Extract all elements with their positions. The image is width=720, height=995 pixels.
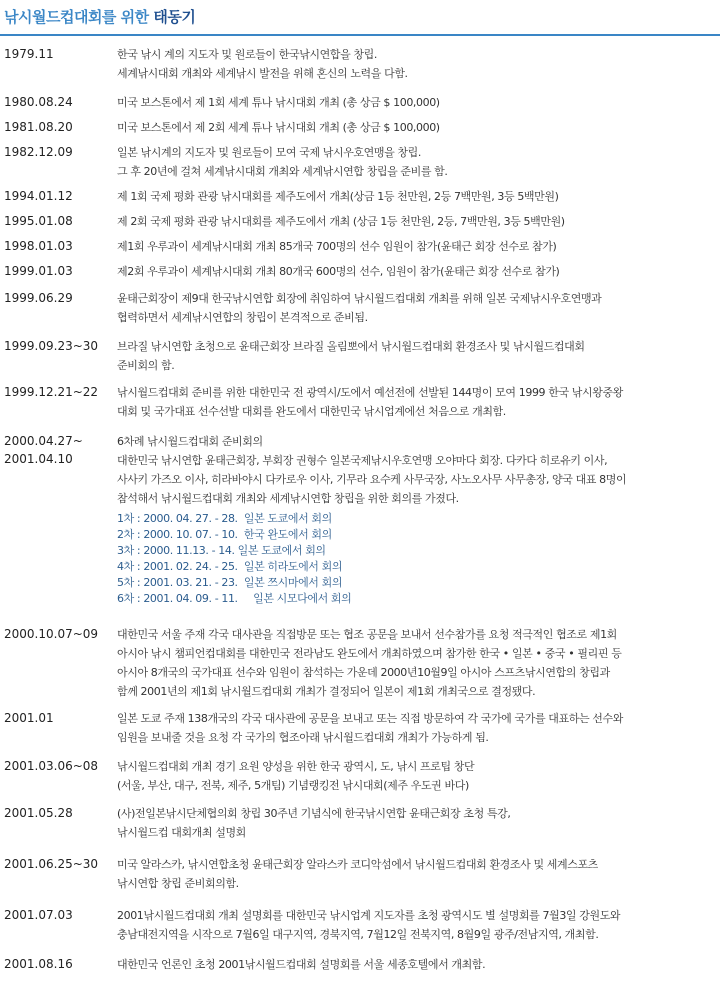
entry-description xyxy=(117,212,720,231)
description-line: 낚시월드컵 대회개최 설명회 xyxy=(117,826,246,839)
description-line: 충남대전지역을 시작으로 7월6일 대구지역, 경북지역, 7월12일 전북지역, 8월9일 광주/전남지역, 개최함. xyxy=(117,928,599,941)
description-line: 낚시월드컵대회 개최 경기 요원 양성을 위한 한국 광역시, 도, 낚시 프로팁 창단 xyxy=(117,760,475,773)
entry-description xyxy=(117,45,720,83)
entry-date: 2000.10.07~09 xyxy=(4,627,99,641)
title-divider xyxy=(0,34,720,36)
description-line: 한국 낚시 계의 지도자 및 원로들이 한국낚시연합을 창립. xyxy=(117,48,377,61)
entry-date: 1999.06.29 xyxy=(4,291,73,305)
entry-description xyxy=(117,143,720,181)
entry-date: 1999.09.23~30 xyxy=(4,339,99,353)
description-line: (서울, 부산, 대구, 전북, 제주, 5개팀) 기념랭킹전 낚시대회(제주 우도권 바다) xyxy=(117,779,469,792)
description-line: 대한민국 서울 주재 각국 대사관을 직접방문 또는 협조 공문을 보내서 선수참가를 요청 적극적인 협조로 제1회 xyxy=(117,628,617,641)
description-line: 아시아 낚시 챔피언컵대회를 대한민국 전라남도 완도에서 개최하였으며 참가한 한국 • 일본 • 중국 • 필리핀 등 xyxy=(117,647,622,660)
description-line: 대회 및 국가대표 선수선발 대회를 완도에서 대한민국 낚시업계에선 처음으로 개최함. xyxy=(117,405,506,418)
entry-date: 1999.01.03 xyxy=(4,264,73,278)
entry-description xyxy=(117,906,720,944)
description-line: 아시아 8개국의 국가대표 선수와 임원이 참석하는 가운데 2000년10월9일 아시아 스프츠낚시연합의 창립과 xyxy=(117,666,610,679)
entry-description xyxy=(117,709,720,747)
description-line: 일본 낚시계의 지도자 및 원로들이 모여 국제 낚시우호연맹을 창립. xyxy=(117,146,421,159)
description-line: 제2회 우루과이 세계낚시대회 개최 80개국 600명의 선수, 임원이 참가(윤태근 회장 선수로 참가) xyxy=(117,265,560,278)
entry-description xyxy=(117,955,720,974)
description-line: 함께 2001년의 제1회 낚시월드컵대회 개최가 결정되어 일본이 제1회 개최국으로 결정됐다. xyxy=(117,685,536,698)
entry-description xyxy=(117,383,720,421)
entry-date: 1999.12.21~22 xyxy=(4,385,99,399)
description-line: 제1회 우루과이 세계낚시대회 개최 85개국 700명의 선수 임원이 참가(윤태근 회장 선수로 참가) xyxy=(117,240,557,253)
entry-date: 1980.08.24 xyxy=(4,95,73,109)
meeting-item: 5차 : 2001. 03. 21. - 23. 일본 쯔시마에서 회의 xyxy=(117,576,343,589)
entry-description xyxy=(117,118,720,137)
entry-date: 1982.12.09 xyxy=(4,145,73,159)
description-line: 세계낚시대회 개최와 세계낚시 발전을 위해 혼신의 노력을 다함. xyxy=(117,67,408,80)
meeting-item: 1차 : 2000. 04. 27. - 28. 일본 도쿄에서 회의 xyxy=(117,512,332,525)
description-line: 2001낚시월드컵대회 개최 설명회를 대한민국 낚시업계 지도자를 초청 광역시도 별 설명회를 7월3일 강원도와 xyxy=(117,909,621,922)
description-line: 6차례 낚시월드컵대회 준비회의 xyxy=(117,435,263,448)
entry-description xyxy=(117,237,720,256)
entry-description xyxy=(117,289,720,327)
description-line: 낚시월드컵대회 준비를 위한 대한민국 전 광역시/도에서 예선전에 선발된 144명이 모여 1999 한국 낚시왕중왕 xyxy=(117,386,623,399)
meeting-item: 3차 : 2000. 11.13. - 14. 일본 도쿄에서 회의 xyxy=(117,544,326,557)
entry-description xyxy=(117,432,720,607)
entry-description xyxy=(117,757,720,795)
description-line: 대한민국 낚시연합 윤태근회장, 부회장 권형수 일본국제낚시우호연맹 오야마다 회장. 다카다 히로유키 이사, xyxy=(117,454,608,467)
description-line: 일본 도쿄 주재 138개국의 각국 대사관에 공문을 보내고 또는 직접 방문하여 각 국가에 국가를 대표하는 선수와 xyxy=(117,712,623,725)
page-title xyxy=(4,6,195,27)
entry-date: 2001.01 xyxy=(4,711,54,725)
description-line: 사사키 가즈오 이사, 히라바야시 다카로우 이사, 기무라 요수케 사무국장, 사노오사무 사무총장, 양국 대표 8명이 xyxy=(117,473,627,486)
entry-date: 2001.05.28 xyxy=(4,806,73,820)
description-line: 임원을 보내줄 것을 요청 각 국가의 협조아래 낚시월드컵대회 개최가 가능하게 됨. xyxy=(117,731,489,744)
entry-description xyxy=(117,804,720,842)
description-line: 준비회의 함. xyxy=(117,359,175,372)
description-line: 낚시연합 창립 준비회의함. xyxy=(117,877,239,890)
entry-description xyxy=(117,337,720,375)
page-title-accent: 태동기 xyxy=(153,8,196,26)
description-line: 참석해서 낚시월드컵대회 개최와 세계낚시연합 창립을 위한 회의를 가졌다. xyxy=(117,492,459,505)
meeting-item: 6차 : 2001. 04. 09. - 11. 일본 시모다에서 회의 xyxy=(117,592,352,605)
entry-description xyxy=(117,625,720,701)
entry-description xyxy=(117,187,720,206)
entry-date: 2000.04.27~ 2001.04.10 xyxy=(4,434,83,466)
meeting-item: 4차 : 2001. 02. 24. - 25. 일본 히라도에서 회의 xyxy=(117,560,343,573)
entry-date: 2001.08.16 xyxy=(4,957,73,971)
meeting-schedule xyxy=(117,511,720,607)
page-title-main: 낚시월드컵대회를 위한 xyxy=(4,8,149,26)
description-line: 미국 알라스카, 낚시연합초청 윤태근회장 알라스카 코디악섬에서 낚시월드컵대회 환경조사 및 세계스포츠 xyxy=(117,858,598,871)
entry-date: 2001.07.03 xyxy=(4,908,73,922)
description-line: 그 후 20년에 걸쳐 세계낚시대회 개최와 세계낚시연합 창립을 준비를 함. xyxy=(117,165,448,178)
entry-date: 1998.01.03 xyxy=(4,239,73,253)
description-line: 미국 보스톤에서 제 2회 세계 튜나 낚시대회 개최 (총 상금 $ 100,000) xyxy=(117,121,440,134)
description-line: 협력하면서 세계낚시연합의 창립이 본격적으로 준비됨. xyxy=(117,311,368,324)
entry-date: 1981.08.20 xyxy=(4,120,73,134)
meeting-item: 2차 : 2000. 10. 07. - 10. 한국 완도에서 회의 xyxy=(117,528,332,541)
entry-date: 1994.01.12 xyxy=(4,189,73,203)
description-line: (사)전일본낚시단체협의회 창립 30주년 기념식에 한국낚시연합 윤태근회장 초청 특강, xyxy=(117,807,511,820)
description-line: 윤태근회장이 제9대 한국낚시연합 회장에 취임하여 낚시월드컵대회 개최를 위해 일본 국제낚시우호연맹과 xyxy=(117,292,602,305)
entry-date: 1979.11 xyxy=(4,47,54,61)
entry-description xyxy=(117,93,720,112)
entry-date: 1995.01.08 xyxy=(4,214,73,228)
entry-date: 2001.03.06~08 xyxy=(4,759,99,773)
entry-description xyxy=(117,855,720,893)
description-line: 제 2회 국제 평화 관광 낚시대회를 제주도에서 개최 (상금 1등 천만원, 2등, 7백만원, 3등 5백만원) xyxy=(117,215,565,228)
entry-date: 2001.06.25~30 xyxy=(4,857,99,871)
description-line: 대한민국 언론인 초청 2001낚시월드컵대회 설명회를 서울 세종호텔에서 개최함. xyxy=(117,958,486,971)
description-line: 제 1회 국제 평화 관광 낚시대회를 제주도에서 개최(상금 1등 천만원, 2등 7백만원, 3등 5백만원) xyxy=(117,190,559,203)
description-line: 미국 보스톤에서 제 1회 세계 튜나 낚시대회 개최 (총 상금 $ 100,000) xyxy=(117,96,440,109)
description-line: 브라질 낚시연합 초청으로 윤태근회장 브라질 올림뽀에서 낚시월드컵대회 환경조사 및 낚시월드컵대회 xyxy=(117,340,585,353)
entry-description xyxy=(117,262,720,281)
